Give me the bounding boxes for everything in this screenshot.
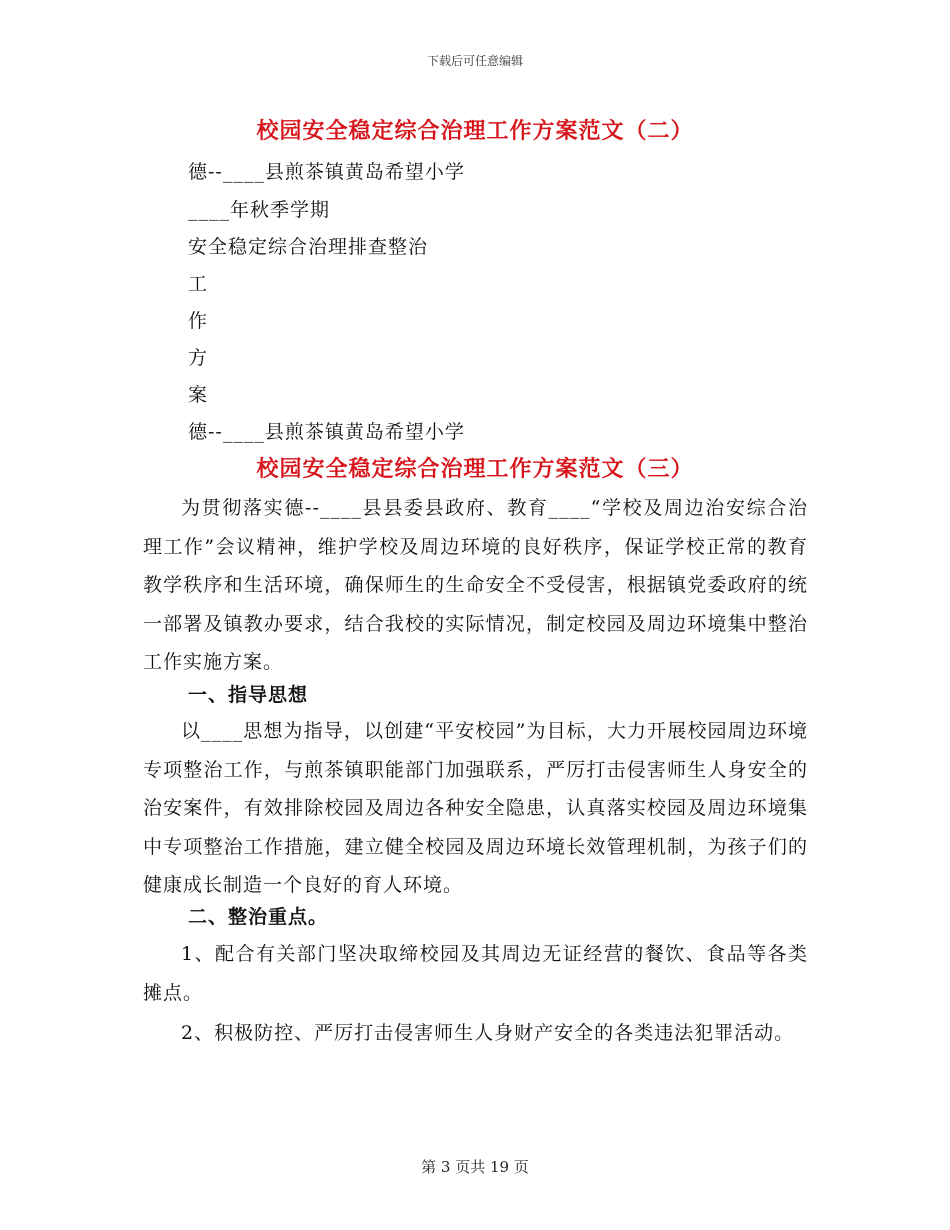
section-2-line-semester: ____年秋季学期 — [188, 199, 331, 221]
section-3-title: 校园安全稳定综合治理工作方案范文（三） — [256, 456, 694, 482]
section-2-line-school: 德--____县煎茶镇黄岛希望小学 — [188, 161, 465, 183]
section-2-line-school-repeat: 德--____县煎茶镇黄岛希望小学 — [188, 421, 465, 443]
guide-heading: 一、指导思想 — [188, 684, 309, 706]
guide-paragraph: 以____思想为指导，以创建“平安校园”为目标，大力开展校园周边环境专项整治工作，与煎茶镇职能部门加强联系，严厉打击侵害师生人身安全的治安案件，有效排除校园及周边各种安全隐患，认真落实校园及周边环境集中专项整治工作措施，建立健全校园及周边环境长效管理机制，为孩子们的健康成长制造一个良好的育人环境。 — [143, 720, 808, 896]
focus-heading: 二、整治重点。 — [188, 906, 329, 928]
intro-paragraph: 为贯彻落实德--____县县委县政府、教育____“学校及周边治安综合治理工作”会议精神，维护学校及周边环境的良好秩序，保证学校正常的教育教学秩序和生活环境，确保师生的生命安全不受侵害，根据镇党委政府的统一部署及镇教办要求，结合我校的实际情况，制定校园及周边环境集中整治工作实施方案。 — [143, 497, 808, 673]
page-footer: 第 3 页共 19 页 — [421, 1158, 529, 1176]
section-2-title: 校园安全稳定综合治理工作方案范文（二） — [256, 118, 694, 144]
section-2-line-char: 案 — [188, 384, 209, 406]
section-2-line-char: 工 — [188, 273, 209, 295]
section-2-line-char: 方 — [188, 347, 209, 369]
focus-item: 1、配合有关部门坚决取缔校园及其周边无证经营的餐饮、食品等各类摊点。 — [143, 943, 808, 1004]
section-2-line-subject: 安全稳定综合治理排查整治 — [188, 236, 429, 258]
page-header-note: 下载后可任意编辑 — [426, 54, 523, 68]
section-2-line-char: 作 — [188, 310, 209, 332]
focus-item: 2、积极防控、严厉打击侵害师生人身财产安全的各类违法犯罪活动。 — [181, 1022, 795, 1044]
